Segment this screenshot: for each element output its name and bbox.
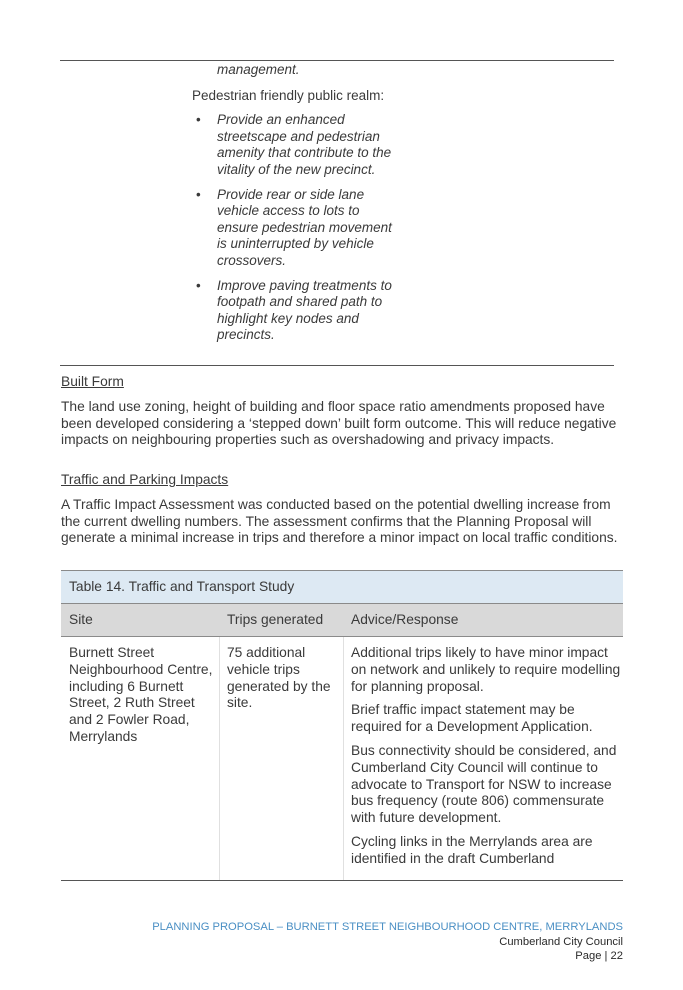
- bullet-icon: •: [196, 277, 201, 293]
- cell-site: Burnett Street Neighbourhood Centre, including 6 Burnett Street, 2 Ruth Street and 2 Fowler Road, Merrylands: [69, 645, 213, 744]
- cell-advice: [351, 645, 621, 875]
- advice-paragraph: Brief traffic impact statement may be required for a Development Application.: [351, 702, 593, 735]
- continued-table: [60, 60, 614, 366]
- advice-paragraph: Cycling links in the Merrylands area are identified in the draft Cumberland: [351, 833, 593, 866]
- table-header-row: [61, 603, 623, 637]
- table-bottom-rule: [60, 365, 614, 366]
- column-header-trips: Trips generated: [227, 612, 324, 627]
- section-heading-traffic: Traffic and Parking Impacts: [61, 472, 229, 487]
- continued-text: management.: [217, 62, 300, 77]
- list-item: [192, 112, 392, 178]
- table-row: [61, 637, 623, 881]
- list-item: [192, 187, 392, 270]
- page-number: Page | 22: [575, 950, 623, 962]
- list-item-text: Provide an enhanced streetscape and pedestrian amenity that contribute to the vitality of the new precinct.: [217, 112, 392, 177]
- page-footer: [152, 920, 623, 964]
- section-heading-built-form: Built Form: [61, 374, 124, 389]
- column-divider: [219, 637, 220, 880]
- built-form-section: [61, 374, 623, 449]
- footer-council: Cumberland City Council: [499, 935, 623, 948]
- continued-table-cell: [192, 62, 392, 352]
- table-caption: Table 14. Traffic and Transport Study: [61, 570, 623, 603]
- footer-document-title: PLANNING PROPOSAL – BURNETT STREET NEIGHBOURHOOD CENTRE, MERRYLANDS: [152, 921, 623, 933]
- traffic-transport-table: [61, 570, 623, 881]
- list-item: [192, 278, 392, 344]
- section-paragraph: The land use zoning, height of building and floor space ratio amendments proposed have been developed considering a ‘stepped down’ built form outcome. This will reduce negative impacts on neighbouring properties such as overshadowing and privacy impacts.: [61, 398, 617, 448]
- traffic-section: [61, 472, 623, 547]
- list-item-text: Improve paving treatments to footpath and shared path to highlight key nodes and precincts.: [217, 277, 392, 343]
- list-item-text: Provide rear or side lane vehicle access to lots to ensure pedestrian movement is uninterrupted by vehicle crossovers.: [217, 186, 392, 268]
- advice-paragraph: Additional trips likely to have minor impact on network and unlikely to require modelling for planning proposal.: [351, 645, 621, 694]
- column-header-advice: Advice/Response: [351, 612, 459, 627]
- table-top-rule: [60, 60, 614, 61]
- subheading-pedestrian: Pedestrian friendly public realm:: [192, 87, 385, 103]
- section-paragraph: A Traffic Impact Assessment was conducted based on the potential dwelling increase from the current dwelling numbers. The assessment confirms that the Planning Proposal will generate a minimal increase in trips and therefore a minor impact on local traffic conditions.: [61, 496, 618, 546]
- bullet-list: [192, 112, 392, 344]
- advice-paragraph: Bus connectivity should be considered, and Cumberland City Council will continue to advocate to Transport for NSW to increase bus frequency (route 806) commensurate with future development.: [351, 742, 617, 826]
- cell-trips: 75 additional vehicle trips generated by the site.: [227, 645, 331, 711]
- bullet-icon: •: [196, 112, 201, 128]
- column-header-site: Site: [69, 612, 93, 627]
- bullet-icon: •: [196, 186, 201, 202]
